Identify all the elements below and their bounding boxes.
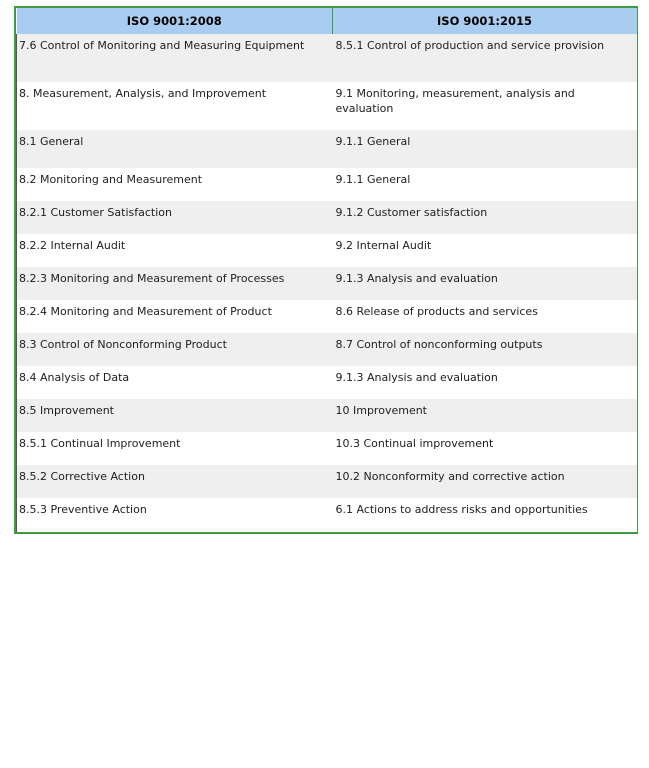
cell-2008: 8.4 Analysis of Data [17,366,333,399]
table-row [17,34,637,82]
cell-2008: 8.2.2 Internal Audit [17,234,333,267]
table-row [17,465,637,498]
cell-2008: 8.2.4 Monitoring and Measurement of Product [17,300,333,333]
cell-2008: 7.6 Control of Monitoring and Measuring Equipment [17,34,333,82]
cell-2015: 9.1.1 General [333,130,637,168]
cell-2008: 8.3 Control of Nonconforming Product [17,333,333,366]
cell-2015: 9.1 Monitoring, measurement, analysis and evaluation [333,82,637,130]
cell-2008: 8.2.3 Monitoring and Measurement of Processes [17,267,333,300]
table-row [17,498,637,532]
table-row [17,432,637,465]
cell-2008: 8. Measurement, Analysis, and Improvement [17,82,333,130]
iso-comparison-table [14,6,638,534]
cell-2015: 8.5.1 Control of production and service provision [333,34,637,82]
cell-2015: 8.6 Release of products and services [333,300,637,333]
header-iso-2008: ISO 9001:2008 [17,8,333,34]
table-row [17,201,637,234]
cell-2015: 9.1.1 General [333,168,637,201]
table-row [17,399,637,432]
cell-2008: 8.5 Improvement [17,399,333,432]
table-row [17,82,637,130]
cell-2008: 8.5.1 Continual Improvement [17,432,333,465]
cell-2008: 8.1 General [17,130,333,168]
cell-2008: 8.5.3 Preventive Action [17,498,333,532]
cell-2015: 9.2 Internal Audit [333,234,637,267]
header-iso-2015: ISO 9001:2015 [333,8,637,34]
cell-2015: 9.1.3 Analysis and evaluation [333,267,637,300]
table-row [17,366,637,399]
table-row [17,333,637,366]
table-row [17,234,637,267]
cell-2008: 8.5.2 Corrective Action [17,465,333,498]
cell-2015: 8.7 Control of nonconforming outputs [333,333,637,366]
table-row [17,168,637,201]
cell-2015: 6.1 Actions to address risks and opportunities [333,498,637,532]
cell-2015: 10.3 Continual improvement [333,432,637,465]
cell-2015: 10 Improvement [333,399,637,432]
header-row [17,8,637,34]
table-row [17,300,637,333]
cell-2008: 8.2 Monitoring and Measurement [17,168,333,201]
table-row [17,267,637,300]
comparison-table [16,8,637,532]
table-row [17,130,637,168]
cell-2015: 10.2 Nonconformity and corrective action [333,465,637,498]
cell-2015: 9.1.2 Customer satisfaction [333,201,637,234]
cell-2015: 9.1.3 Analysis and evaluation [333,366,637,399]
cell-2008: 8.2.1 Customer Satisfaction [17,201,333,234]
